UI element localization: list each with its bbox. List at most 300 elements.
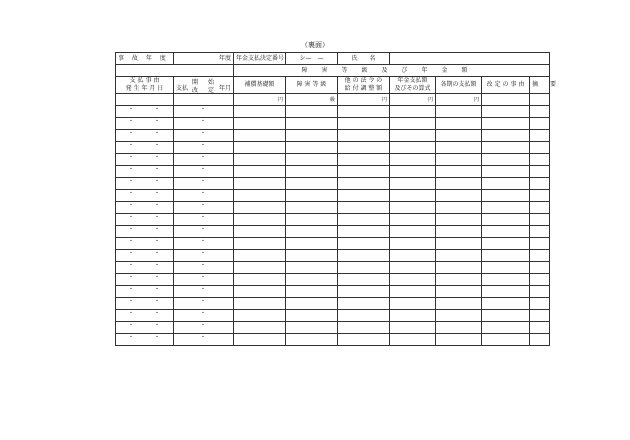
- entry-cell[interactable]: [234, 106, 286, 118]
- occurrence-date-cell[interactable]: [116, 274, 174, 286]
- annuity-record-table: [115, 52, 557, 346]
- date-separator-dot: ・: [154, 214, 161, 221]
- occurrence-date-cell[interactable]: [116, 142, 174, 154]
- date-separator-dot: ・: [200, 214, 207, 221]
- payment-start-cell[interactable]: [174, 202, 234, 214]
- date-separator-dot: ・: [200, 178, 207, 185]
- entry-cell[interactable]: [338, 118, 390, 130]
- entry-cell[interactable]: [234, 118, 286, 130]
- date-separator-dot: ・: [128, 226, 135, 233]
- date-separator-dot: ・: [128, 142, 135, 149]
- occurrence-date-cell[interactable]: [116, 286, 174, 298]
- header-base-amount: 補償基礎額: [234, 77, 286, 94]
- table-row: [116, 178, 550, 190]
- entry-cell[interactable]: [234, 226, 286, 238]
- entry-cell[interactable]: [530, 202, 550, 214]
- payment-start-cell[interactable]: [174, 226, 234, 238]
- entry-cell[interactable]: [338, 142, 390, 154]
- blank-header-cell: [116, 65, 234, 77]
- entry-cell[interactable]: [286, 334, 338, 346]
- entry-cell[interactable]: [436, 226, 482, 238]
- entry-cell[interactable]: [530, 178, 550, 190]
- entry-cell[interactable]: [390, 154, 436, 166]
- entry-cell[interactable]: [530, 298, 550, 310]
- entry-cell[interactable]: [286, 214, 338, 226]
- date-separator-dot: ・: [200, 106, 207, 113]
- entry-cell[interactable]: [338, 202, 390, 214]
- occurrence-date-cell[interactable]: [116, 262, 174, 274]
- entry-cell[interactable]: [286, 190, 338, 202]
- amount-header: 障害等級及び年金額: [234, 65, 550, 77]
- entry-cell[interactable]: [482, 274, 530, 286]
- entry-cell[interactable]: [338, 178, 390, 190]
- date-separator-dot: ・: [154, 250, 161, 257]
- unit-yen-other: 円: [338, 94, 390, 106]
- entry-cell[interactable]: [530, 166, 550, 178]
- entry-cell[interactable]: [530, 130, 550, 142]
- date-separator-dot: ・: [200, 298, 207, 305]
- entry-cell[interactable]: [286, 226, 338, 238]
- date-separator-dot: ・: [128, 118, 135, 125]
- table-row: [116, 298, 550, 310]
- header-annual-line1: 年金支払額: [397, 77, 428, 84]
- date-separator-dot: ・: [200, 334, 207, 341]
- entry-cell[interactable]: [482, 142, 530, 154]
- date-separator-dot: ・: [154, 334, 161, 341]
- entry-cell[interactable]: [436, 202, 482, 214]
- occurrence-date-cell[interactable]: [116, 214, 174, 226]
- date-separator-dot: ・: [154, 106, 161, 113]
- payment-start-cell[interactable]: [174, 142, 234, 154]
- entry-rows: [116, 106, 550, 346]
- header-start-line: 開 始: [192, 79, 217, 86]
- accident-year-field[interactable]: 年度: [174, 53, 234, 65]
- entry-cell[interactable]: [530, 118, 550, 130]
- date-separator-dot: ・: [128, 310, 135, 317]
- header-other-law-adjustment: [338, 77, 390, 94]
- entry-cell[interactable]: [436, 118, 482, 130]
- payment-start-cell[interactable]: [174, 322, 234, 334]
- date-separator-dot: ・: [154, 226, 161, 233]
- entry-cell[interactable]: [390, 322, 436, 334]
- entry-cell[interactable]: [234, 310, 286, 322]
- date-separator-dot: ・: [128, 154, 135, 161]
- payment-start-cell[interactable]: [174, 286, 234, 298]
- table-row: [116, 142, 550, 154]
- entry-cell[interactable]: [436, 190, 482, 202]
- entry-cell[interactable]: [482, 178, 530, 190]
- date-separator-dot: ・: [154, 178, 161, 185]
- entry-cell[interactable]: [338, 166, 390, 178]
- header-disability-grade: 障 害 等 級: [286, 77, 338, 94]
- header-annual-amount: [390, 77, 436, 94]
- unit-yen-annual: 円: [390, 94, 436, 106]
- unit-blank-3: [482, 94, 530, 106]
- entry-cell[interactable]: [390, 298, 436, 310]
- header-other-law-line1: 他 の 法 令 の: [344, 77, 383, 84]
- table-row: [116, 286, 550, 298]
- entry-cell[interactable]: [390, 190, 436, 202]
- entry-cell[interactable]: [286, 238, 338, 250]
- entry-cell[interactable]: [390, 118, 436, 130]
- entry-cell[interactable]: [482, 154, 530, 166]
- entry-cell[interactable]: [234, 190, 286, 202]
- table-row: [116, 214, 550, 226]
- header-annual-line2: 及びその算式: [394, 85, 431, 92]
- entry-cell[interactable]: [436, 238, 482, 250]
- name-field[interactable]: [390, 53, 550, 65]
- page-side-label: （裏面）: [301, 41, 329, 49]
- entry-cell[interactable]: [482, 322, 530, 334]
- entry-cell[interactable]: [338, 190, 390, 202]
- date-separator-dot: ・: [128, 178, 135, 185]
- decision-number-field[interactable]: シ— —: [286, 53, 338, 65]
- unit-blank-2: [174, 94, 234, 106]
- payment-start-cell[interactable]: [174, 178, 234, 190]
- entry-cell[interactable]: [482, 130, 530, 142]
- unit-blank-1: [116, 94, 174, 106]
- entry-cell[interactable]: [390, 202, 436, 214]
- header-payment-start: [174, 77, 234, 94]
- unit-grade: 級: [286, 94, 338, 106]
- entry-cell[interactable]: [530, 334, 550, 346]
- header-revision-reason: 改 定 の 事 由: [482, 77, 530, 94]
- date-separator-dot: ・: [154, 238, 161, 245]
- date-separator-dot: ・: [154, 274, 161, 281]
- payment-start-cell[interactable]: [174, 190, 234, 202]
- entry-cell[interactable]: [436, 310, 482, 322]
- entry-cell[interactable]: [286, 202, 338, 214]
- date-separator-dot: ・: [154, 166, 161, 173]
- header-occurrence-line2: 発 生 年 月 日: [125, 85, 164, 92]
- unit-yen-base: 円: [234, 94, 286, 106]
- date-separator-dot: ・: [128, 298, 135, 305]
- occurrence-date-cell[interactable]: [116, 190, 174, 202]
- date-separator-dot: ・: [128, 274, 135, 281]
- entry-cell[interactable]: [286, 274, 338, 286]
- date-separator-dot: ・: [154, 286, 161, 293]
- date-separator-dot: ・: [128, 106, 135, 113]
- table-row: [116, 166, 550, 178]
- entry-cell[interactable]: [390, 286, 436, 298]
- date-separator-dot: ・: [200, 238, 207, 245]
- entry-cell[interactable]: [234, 334, 286, 346]
- occurrence-date-cell[interactable]: [116, 130, 174, 142]
- entry-cell[interactable]: [338, 154, 390, 166]
- occurrence-date-cell[interactable]: [116, 118, 174, 130]
- entry-cell[interactable]: [234, 238, 286, 250]
- entry-cell[interactable]: [390, 310, 436, 322]
- entry-cell[interactable]: [286, 250, 338, 262]
- entry-cell[interactable]: [482, 334, 530, 346]
- date-separator-dot: ・: [128, 322, 135, 329]
- entry-cell[interactable]: [390, 262, 436, 274]
- header-period-amount: 各期の支払額: [436, 77, 482, 94]
- date-separator-dot: ・: [128, 286, 135, 293]
- occurrence-date-cell[interactable]: [116, 238, 174, 250]
- entry-cell[interactable]: [482, 202, 530, 214]
- entry-cell[interactable]: [338, 106, 390, 118]
- date-separator-dot: ・: [154, 118, 161, 125]
- entry-cell[interactable]: [390, 214, 436, 226]
- payment-start-cell[interactable]: [174, 310, 234, 322]
- table-row: [116, 190, 550, 202]
- table-row: [116, 154, 550, 166]
- entry-cell[interactable]: [530, 190, 550, 202]
- entry-cell[interactable]: [338, 298, 390, 310]
- entry-cell[interactable]: [436, 142, 482, 154]
- header-start-revision: [192, 79, 216, 95]
- entry-cell[interactable]: [390, 334, 436, 346]
- entry-cell[interactable]: [234, 214, 286, 226]
- header-revision-line: 改 定: [192, 87, 217, 94]
- table-row: [116, 262, 550, 274]
- date-separator-dot: ・: [200, 190, 207, 197]
- table-row: [116, 310, 550, 322]
- occurrence-date-cell[interactable]: [116, 298, 174, 310]
- entry-cell[interactable]: [338, 226, 390, 238]
- entry-cell[interactable]: [436, 154, 482, 166]
- entry-cell[interactable]: [338, 322, 390, 334]
- table-row: [116, 118, 550, 130]
- table-row: [116, 274, 550, 286]
- date-separator-dot: ・: [200, 130, 207, 137]
- table-row: [116, 130, 550, 142]
- date-separator-dot: ・: [200, 118, 207, 125]
- decision-number-label: 年金支払決定番号: [234, 53, 286, 65]
- occurrence-date-cell[interactable]: [116, 166, 174, 178]
- payment-start-cell[interactable]: [174, 106, 234, 118]
- entry-cell[interactable]: [390, 142, 436, 154]
- entry-cell[interactable]: [482, 226, 530, 238]
- payment-start-cell[interactable]: [174, 298, 234, 310]
- table-row: [116, 334, 550, 346]
- entry-cell[interactable]: [286, 262, 338, 274]
- date-separator-dot: ・: [154, 154, 161, 161]
- entry-cell[interactable]: [234, 166, 286, 178]
- entry-cell[interactable]: [286, 130, 338, 142]
- payment-start-cell[interactable]: [174, 250, 234, 262]
- entry-cell[interactable]: [338, 274, 390, 286]
- entry-cell[interactable]: [286, 106, 338, 118]
- accident-year-label: 事 故 年 度: [116, 53, 174, 65]
- entry-cell[interactable]: [482, 190, 530, 202]
- entry-cell[interactable]: [482, 298, 530, 310]
- entry-cell[interactable]: [338, 286, 390, 298]
- entry-cell[interactable]: [436, 286, 482, 298]
- payment-start-cell[interactable]: [174, 154, 234, 166]
- date-separator-dot: ・: [154, 322, 161, 329]
- entry-cell[interactable]: [530, 262, 550, 274]
- entry-cell[interactable]: [530, 142, 550, 154]
- entry-cell[interactable]: [338, 238, 390, 250]
- entry-cell[interactable]: [234, 274, 286, 286]
- entry-cell[interactable]: [390, 238, 436, 250]
- occurrence-date-cell[interactable]: [116, 310, 174, 322]
- entry-cell[interactable]: [338, 250, 390, 262]
- entry-cell[interactable]: [286, 310, 338, 322]
- entry-cell[interactable]: [530, 250, 550, 262]
- header-occurrence-line1: 支 払 事 由: [129, 77, 160, 84]
- entry-cell[interactable]: [234, 250, 286, 262]
- entry-cell[interactable]: [286, 166, 338, 178]
- entry-cell[interactable]: [234, 178, 286, 190]
- date-separator-dot: ・: [154, 130, 161, 137]
- entry-cell[interactable]: [482, 118, 530, 130]
- table-row: [116, 106, 550, 118]
- date-separator-dot: ・: [200, 322, 207, 329]
- date-separator-dot: ・: [200, 166, 207, 173]
- date-separator-dot: ・: [200, 142, 207, 149]
- occurrence-date-cell[interactable]: [116, 322, 174, 334]
- entry-cell[interactable]: [286, 322, 338, 334]
- header-occurrence-date: [116, 77, 174, 94]
- entry-cell[interactable]: [436, 178, 482, 190]
- date-separator-dot: ・: [128, 250, 135, 257]
- date-separator-dot: ・: [200, 154, 207, 161]
- entry-cell[interactable]: [286, 118, 338, 130]
- date-separator-dot: ・: [200, 250, 207, 257]
- entry-cell[interactable]: [338, 214, 390, 226]
- entry-cell[interactable]: [234, 142, 286, 154]
- date-separator-dot: ・: [154, 190, 161, 197]
- entry-cell[interactable]: [436, 334, 482, 346]
- entry-cell[interactable]: [530, 106, 550, 118]
- date-separator-dot: ・: [154, 310, 161, 317]
- entry-cell[interactable]: [436, 166, 482, 178]
- entry-cell[interactable]: [338, 262, 390, 274]
- date-separator-dot: ・: [154, 262, 161, 269]
- entry-cell[interactable]: [286, 178, 338, 190]
- table-row: [116, 226, 550, 238]
- entry-cell[interactable]: [286, 298, 338, 310]
- date-separator-dot: ・: [128, 166, 135, 173]
- payment-start-cell[interactable]: [174, 334, 234, 346]
- entry-cell[interactable]: [436, 214, 482, 226]
- date-separator-dot: ・: [200, 274, 207, 281]
- date-separator-dot: ・: [128, 238, 135, 245]
- entry-cell[interactable]: [286, 286, 338, 298]
- entry-cell[interactable]: [482, 106, 530, 118]
- entry-cell[interactable]: [338, 334, 390, 346]
- entry-cell[interactable]: [234, 262, 286, 274]
- entry-cell[interactable]: [234, 154, 286, 166]
- entry-cell[interactable]: [436, 106, 482, 118]
- entry-cell[interactable]: [530, 238, 550, 250]
- entry-cell[interactable]: [482, 286, 530, 298]
- occurrence-date-cell[interactable]: [116, 226, 174, 238]
- unit-yen-period: 円: [436, 94, 482, 106]
- payment-start-cell[interactable]: [174, 118, 234, 130]
- date-separator-dot: ・: [128, 334, 135, 341]
- entry-cell[interactable]: [530, 154, 550, 166]
- entry-cell[interactable]: [530, 286, 550, 298]
- entry-cell[interactable]: [390, 250, 436, 262]
- occurrence-date-cell[interactable]: [116, 334, 174, 346]
- entry-cell[interactable]: [286, 142, 338, 154]
- date-separator-dot: ・: [128, 190, 135, 197]
- entry-cell[interactable]: [482, 250, 530, 262]
- header-payment-label: 支払: [176, 85, 189, 92]
- entry-cell[interactable]: [436, 130, 482, 142]
- occurrence-date-cell[interactable]: [116, 154, 174, 166]
- entry-cell[interactable]: [234, 202, 286, 214]
- date-separator-dot: ・: [154, 298, 161, 305]
- entry-cell[interactable]: [482, 262, 530, 274]
- date-separator-dot: ・: [128, 202, 135, 209]
- date-separator-dot: ・: [200, 262, 207, 269]
- entry-cell[interactable]: [436, 250, 482, 262]
- header-other-law-line2: 給 付 調 整 額: [344, 85, 383, 92]
- entry-cell[interactable]: [390, 130, 436, 142]
- table-row: [116, 238, 550, 250]
- entry-cell[interactable]: [530, 310, 550, 322]
- table-row: [116, 322, 550, 334]
- date-separator-dot: ・: [128, 262, 135, 269]
- date-separator-dot: ・: [154, 202, 161, 209]
- entry-cell[interactable]: [234, 286, 286, 298]
- date-separator-dot: ・: [128, 130, 135, 137]
- entry-cell[interactable]: [482, 238, 530, 250]
- entry-cell[interactable]: [390, 166, 436, 178]
- unit-blank-4: [530, 94, 550, 106]
- table-row: [116, 250, 550, 262]
- entry-cell[interactable]: [390, 226, 436, 238]
- occurrence-date-cell[interactable]: [116, 106, 174, 118]
- occurrence-date-cell[interactable]: [116, 178, 174, 190]
- occurrence-date-cell[interactable]: [116, 250, 174, 262]
- entry-cell[interactable]: [436, 274, 482, 286]
- header-year-month: 年月: [218, 85, 231, 92]
- payment-start-cell[interactable]: [174, 262, 234, 274]
- payment-start-cell[interactable]: [174, 130, 234, 142]
- payment-start-cell[interactable]: [174, 166, 234, 178]
- entry-cell[interactable]: [390, 106, 436, 118]
- occurrence-date-cell[interactable]: [116, 202, 174, 214]
- payment-start-cell[interactable]: [174, 238, 234, 250]
- payment-start-cell[interactable]: [174, 274, 234, 286]
- entry-cell[interactable]: [482, 214, 530, 226]
- entry-cell[interactable]: [530, 226, 550, 238]
- date-separator-dot: ・: [200, 202, 207, 209]
- entry-cell[interactable]: [390, 178, 436, 190]
- entry-cell[interactable]: [436, 298, 482, 310]
- entry-cell[interactable]: [482, 310, 530, 322]
- entry-cell[interactable]: [390, 274, 436, 286]
- entry-cell[interactable]: [338, 130, 390, 142]
- entry-cell[interactable]: [530, 274, 550, 286]
- date-separator-dot: ・: [200, 310, 207, 317]
- table-row: [116, 202, 550, 214]
- entry-cell[interactable]: [286, 154, 338, 166]
- date-separator-dot: ・: [200, 226, 207, 233]
- entry-cell[interactable]: [436, 262, 482, 274]
- entry-cell[interactable]: [234, 130, 286, 142]
- entry-cell[interactable]: [234, 298, 286, 310]
- entry-cell[interactable]: [234, 322, 286, 334]
- date-separator-dot: ・: [200, 286, 207, 293]
- name-label: 氏 名: [338, 53, 390, 65]
- header-remarks: 摘 要: [530, 77, 550, 94]
- entry-cell[interactable]: [530, 214, 550, 226]
- entry-cell[interactable]: [530, 322, 550, 334]
- entry-cell[interactable]: [436, 322, 482, 334]
- date-separator-dot: ・: [128, 214, 135, 221]
- entry-cell[interactable]: [338, 310, 390, 322]
- date-separator-dot: ・: [154, 142, 161, 149]
- entry-cell[interactable]: [482, 166, 530, 178]
- payment-start-cell[interactable]: [174, 214, 234, 226]
